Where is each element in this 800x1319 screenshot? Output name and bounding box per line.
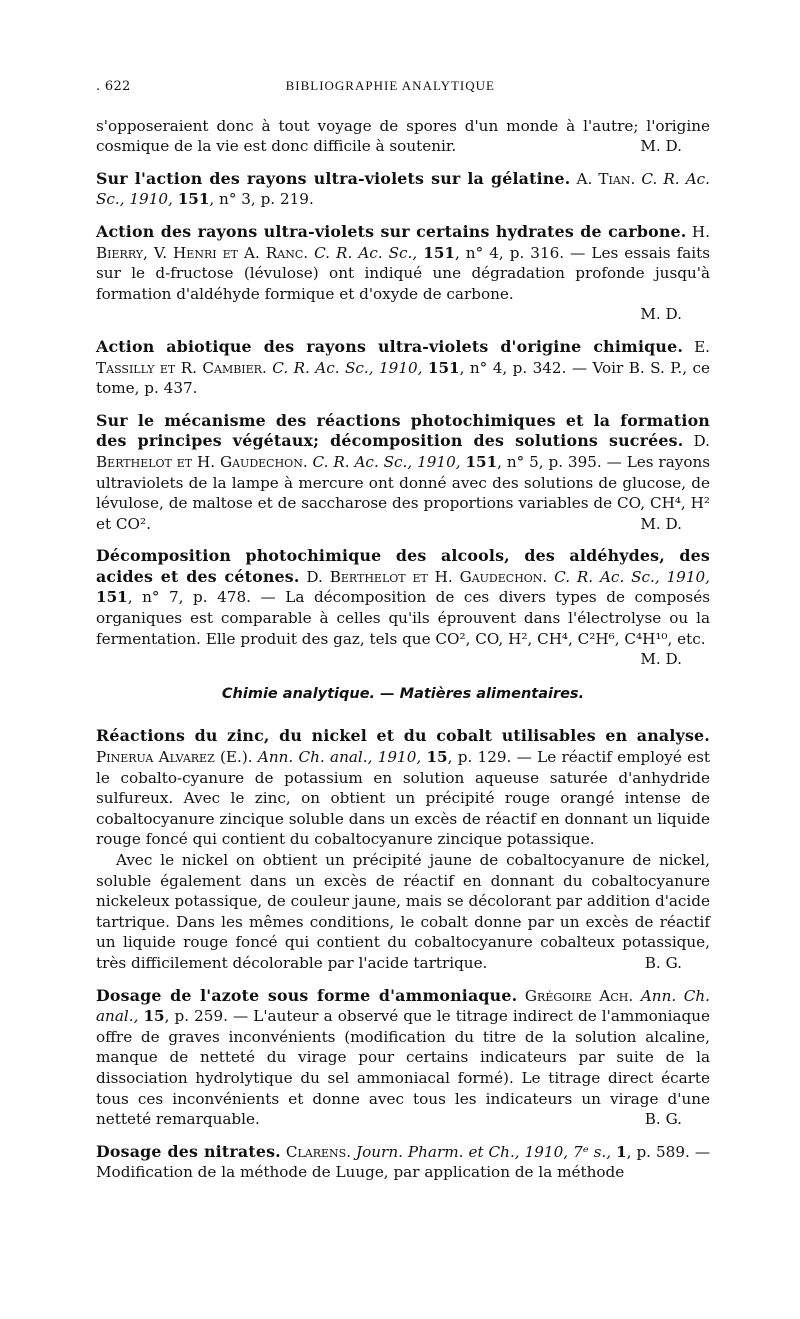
entry-authors: Pinerua Alvarez (E.). — [96, 748, 253, 767]
entry-reference: C. R. Ac. Sc., 1910, — [554, 567, 710, 586]
entry-authors: D. Berthelot et H. Gaudechon. — [306, 567, 548, 586]
entry-reference: C. R. Ac. Sc., 1910, — [272, 358, 428, 377]
entry-volume: 15 — [426, 748, 448, 767]
entry-body: — Modification de la méthode de Luuge, par application de la méthode — [96, 1142, 711, 1182]
signature: M. D. — [640, 514, 682, 533]
entry-reference-tail: , n° 4, p. 316. — [454, 243, 565, 262]
entry-body: — Les essais faits sur le d-fructose (lévulose) ont indiqué une dégradation profonde jusqu'à formation d'aldéhyde formique et d'oxyde de carbone. — [96, 243, 711, 303]
bibliographic-entry — [96, 222, 710, 325]
entry-volume: 151 — [423, 243, 455, 262]
entry-reference-tail: , n° 3, p. 219. — [209, 190, 314, 209]
bibliographic-entry — [96, 411, 710, 535]
signature: M. D. — [640, 137, 682, 156]
entry-reference-tail: , p. 589. — [626, 1142, 690, 1161]
entry-volume: 151 — [177, 190, 210, 209]
entry-reference-tail: , p. 129. — [447, 748, 512, 767]
entry-volume: 15 — [143, 1007, 165, 1026]
signature: M. D. — [640, 650, 682, 669]
running-title: BIBLIOGRAPHIE ANALYTIQUE — [285, 78, 495, 93]
entry-volume: 151 — [465, 452, 498, 471]
bibliographic-entry — [96, 169, 710, 210]
page-number: . 622 — [96, 79, 131, 94]
entry-reference: C. R. Ac. Sc., 1910, — [312, 452, 466, 471]
bibliographic-entry — [96, 986, 710, 1130]
entry-heading: Action des rayons ultra-violets sur certains hydrates de carbone. — [96, 221, 687, 241]
bibliographic-entry — [96, 726, 710, 973]
entry-paragraph — [96, 850, 710, 974]
entry-reference: Ann. Ch. anal., — [96, 986, 711, 1026]
page — [96, 76, 710, 1195]
entry-reference-tail: , n° 7, p. 478. — [127, 588, 251, 607]
entry-heading: Sur l'action des rayons ultra-violets sur la gélatine. — [96, 168, 571, 188]
entry-reference-tail: , n° 4, p. 342. — Voir B. S. P., ce tome, p. 437. — [96, 358, 711, 398]
signature: B. G. — [644, 1110, 682, 1129]
entry-heading: Décomposition photochimique des alcools, des aldéhydes, des acides et des cétones. — [96, 546, 710, 586]
entry-volume: 151 — [96, 588, 128, 607]
entry-body-continued: Avec le nickel on obtient un précipité jaune de cobaltocyanure de nickel, soluble également dans un excès de réactif en donnant du cobaltocyanure nickeleux potassique, de couleur jaune, mais se décolorant par addition d'acide tartrique. Dans les mêmes conditions, le cobalt donne par un excès de réactif un liquide rouge foncé qui contient du cobaltocyanure cobalteux potassique, très difficilement décolorable par l'acide tartrique. — [96, 851, 710, 972]
entry-body: — La décomposition de ces divers types de composés organiques est comparable à celles qu'ils éprouvent dans l'électrolyse ou la fermentation. Elle produit des gaz, tels que CO², CO, H², CH⁴, C²H⁶, C⁴H¹⁰, etc. — [96, 588, 711, 648]
entry-authors: A. Tian. — [576, 169, 636, 188]
continuation-text: s'opposeraient donc à tout voyage de spores d'un monde à l'autre; l'origine cosmique de la vie est donc difficile à soutenir. — [96, 116, 710, 156]
entry-authors: H. Bierry, V. Henri et A. Ranc. — [96, 222, 710, 262]
entry-reference: Journ. Pharm. et Ch., 1910, 7ᵉ s., — [356, 1142, 617, 1161]
continuation-paragraph — [96, 116, 710, 157]
entry-body: — Le réactif employé est le cobalto-cyanure de potassium en solution aqueuse saturée d'anhydride sulfureux. Avec le zinc, on obtient un précipité rouge orangé intense de cobaltocyanure zincique soluble dans un excès de réactif en donnant un liquide rouge foncé qui contient du cobaltocyanure zincique potassique. — [96, 748, 710, 849]
entry-authors: D. Berthelot et H. Gaudechon. — [96, 432, 710, 471]
entry-authors: Grégoire Ach. — [524, 986, 634, 1005]
entry-body: — L'auteur a observé que le titrage indirect de l'ammoniaque offre de graves inconvénients (modification du titre de la solution alcaline, manque de netteté du virage pour certains indicateurs par suite de la dissociation hydrolytique du sel ammoniacal formé). Le titrage direct écarte tous ces inconvénients et donne avec tous les indicateurs un virage d'une netteté remarquable. — [96, 1007, 711, 1129]
signature: B. G. — [644, 953, 682, 972]
signature: M. D. — [640, 305, 682, 324]
entry-reference: Ann. Ch. anal., 1910, — [257, 748, 427, 767]
bibliographic-entry — [96, 546, 710, 670]
running-header — [96, 76, 710, 98]
entry-paragraph — [96, 726, 710, 850]
entry-volume: 1 — [616, 1142, 627, 1161]
entry-heading: Dosage des nitrates. — [96, 1141, 281, 1161]
entry-body: — Les rayons ultraviolets de la lampe à mercure ont donné avec des solutions de glucose, de lévulose, de maltose et de saccharose des proportions variables de CO, CH⁴, H² et CO². — [96, 452, 711, 533]
entry-authors: E. Tassilly et R. Cambier. — [96, 337, 711, 377]
entry-heading: Action abiotique des rayons ultra-violets d'origine chimique. — [96, 336, 684, 356]
entry-reference: C. R. Ac. Sc., — [314, 243, 424, 262]
entry-reference-tail: , p. 259. — [164, 1007, 228, 1026]
bibliographic-entry — [96, 337, 710, 399]
entry-volume: 151 — [427, 358, 460, 377]
entry-heading: Dosage de l'azote sous forme d'ammoniaque. — [96, 985, 518, 1005]
entry-authors: Clarens. — [285, 1142, 352, 1161]
entry-reference: C. R. Ac. Sc., 1910, — [96, 169, 711, 209]
entry-heading: Réactions du zinc, du nickel et du cobalt utilisables en analyse. — [96, 726, 710, 746]
bibliographic-entry — [96, 1142, 710, 1183]
entry-heading: Sur le mécanisme des réactions photochimiques et la formation des principes végétaux; décomposition des solutions sucrées. — [96, 410, 710, 451]
section-title: Chimie analytique. — Matières alimentaires. — [221, 685, 585, 702]
entry-reference-tail: , n° 5, p. 395. — [497, 452, 602, 471]
